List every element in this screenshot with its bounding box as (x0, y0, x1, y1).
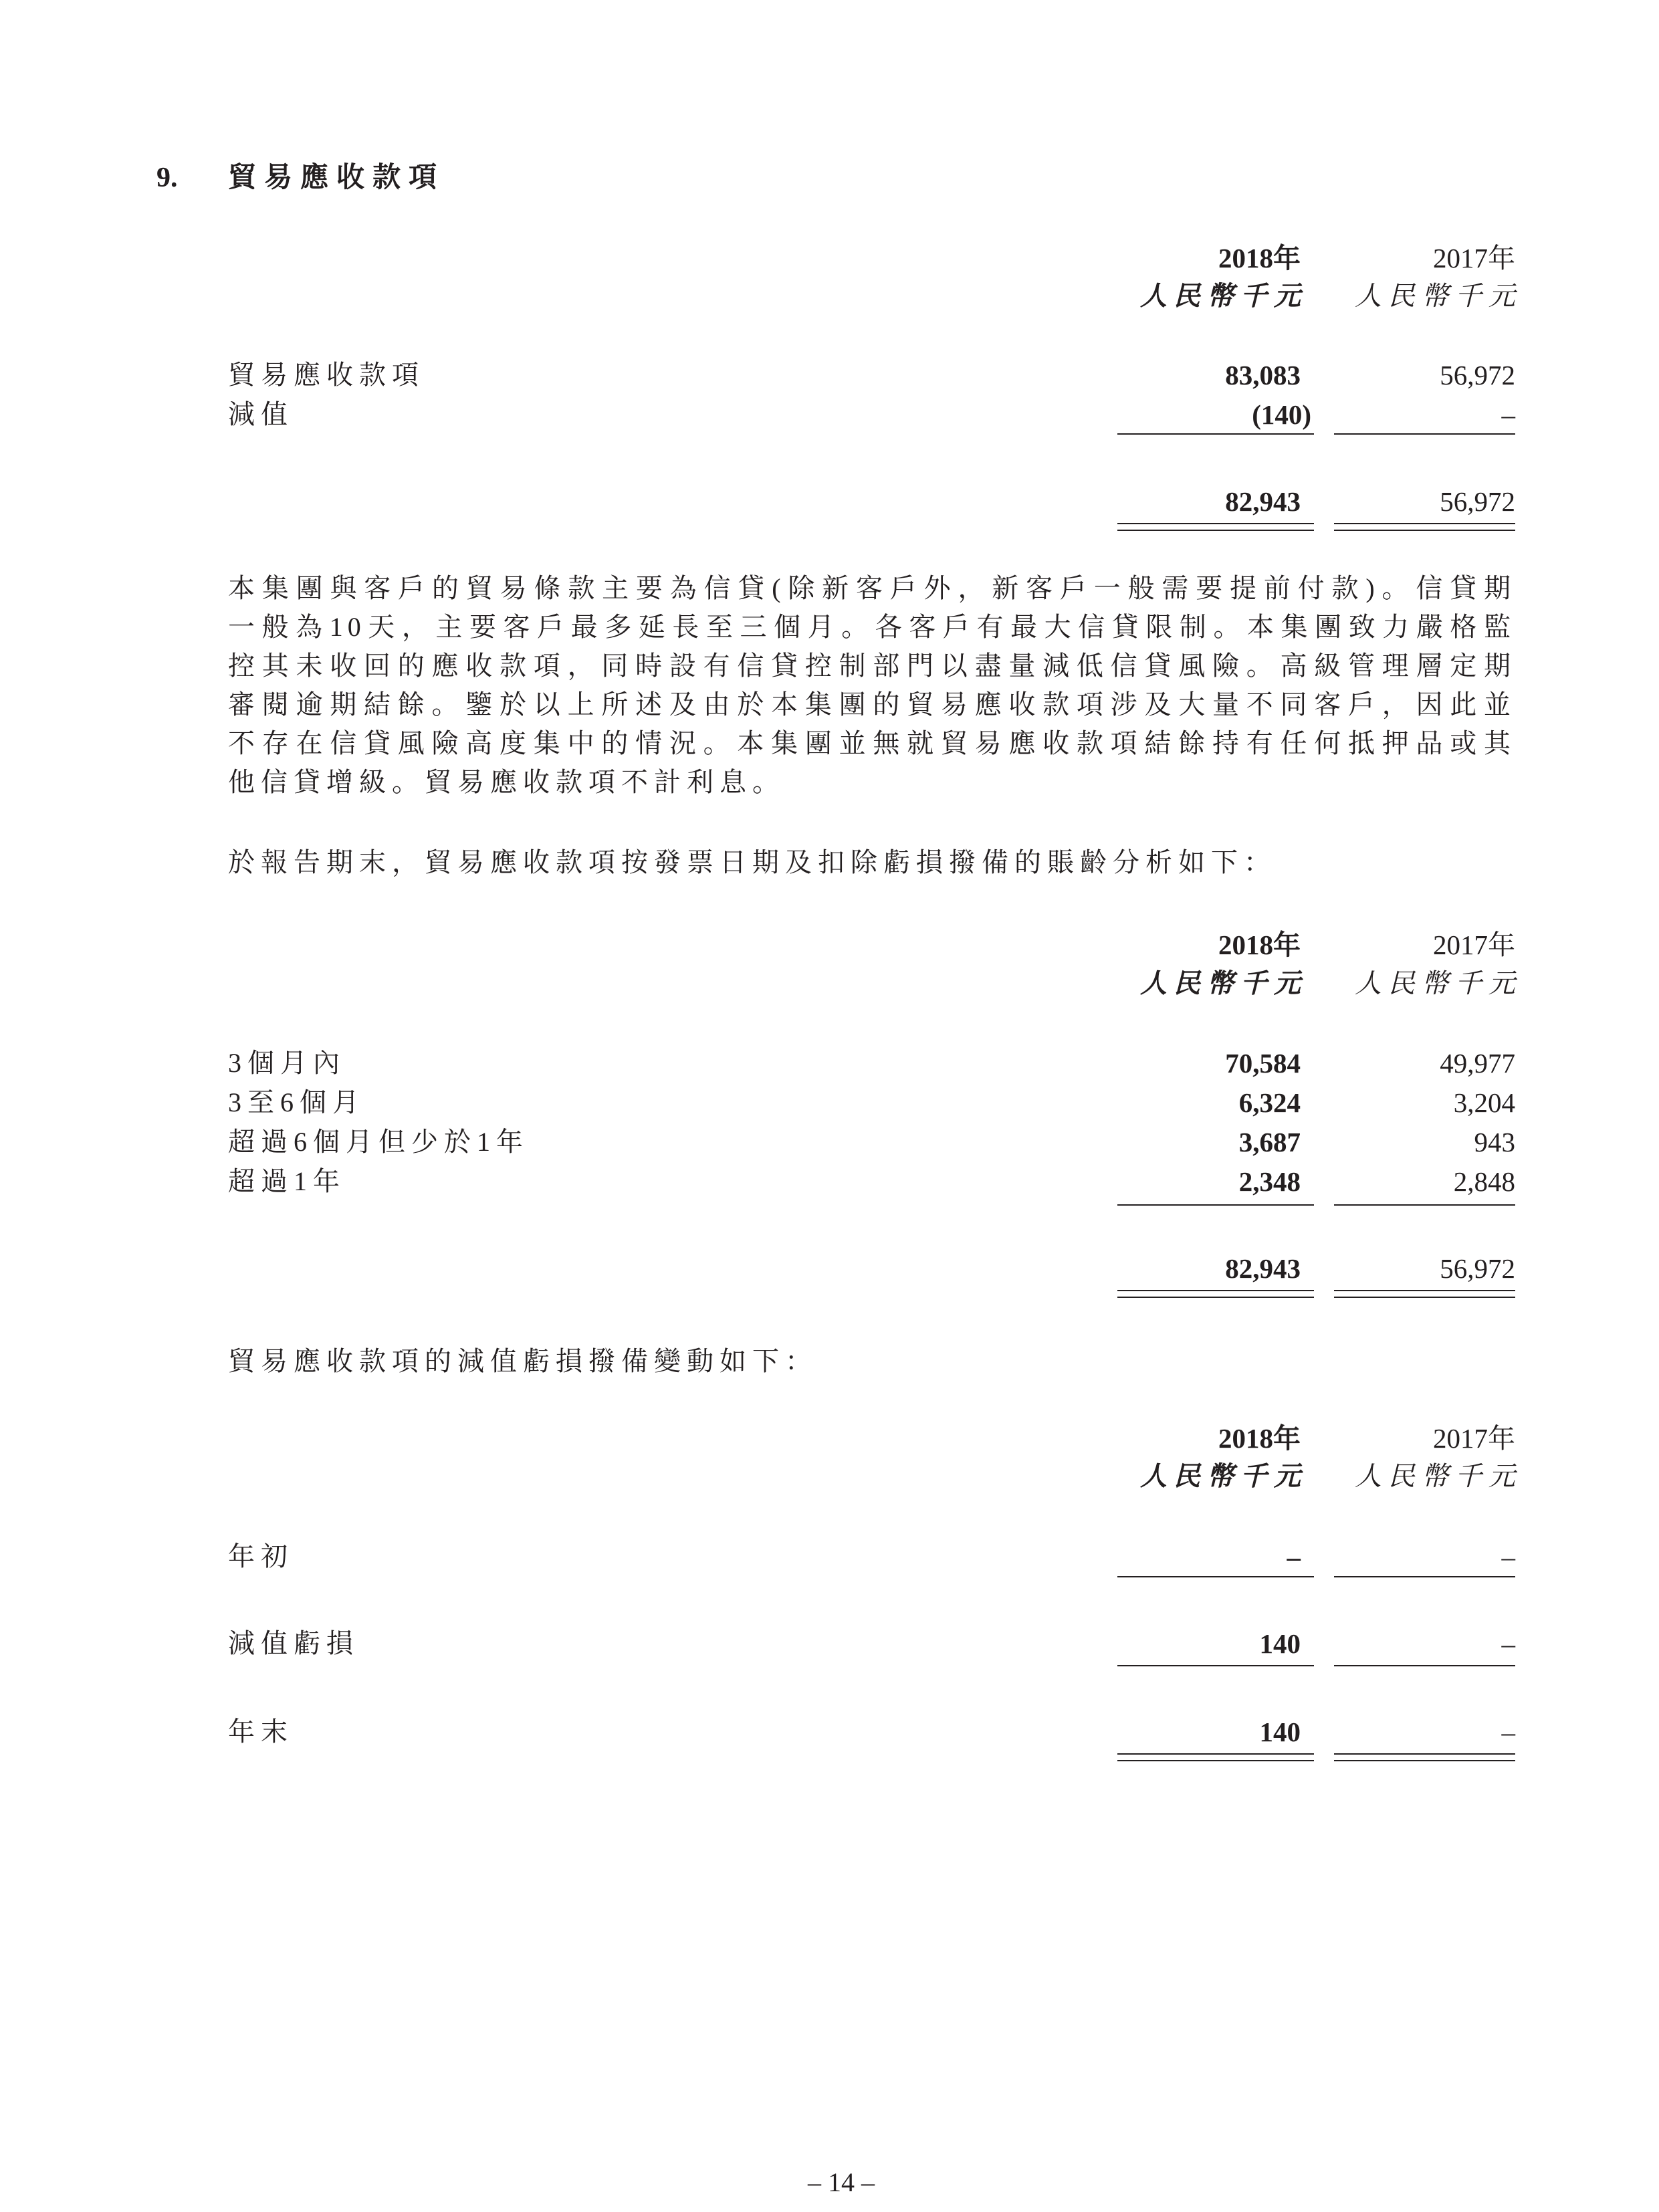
column-header-2017: 2017年 (1433, 243, 1515, 273)
value-2017: 943 (1474, 1127, 1515, 1157)
value-2017: 49,977 (1440, 1048, 1515, 1079)
double-rule (1117, 1760, 1314, 1761)
value-2018: 83,083 (1225, 360, 1301, 391)
total-2018: 82,943 (1225, 1253, 1301, 1284)
value-2018: 70,584 (1225, 1048, 1301, 1079)
paragraph-line: 不存在信貸風險高度集中的情況。本集團並無就貿易應收款項結餘持有任何抵押品或其 (228, 728, 1515, 758)
double-rule (1334, 1753, 1515, 1755)
value-2018: – (1287, 1541, 1301, 1572)
value-2017: 2,848 (1453, 1166, 1515, 1197)
row-label: 減值 (228, 399, 294, 429)
aging-intro: 於報告期末，貿易應收款項按發票日期及扣除虧損撥備的賬齡分析如下： (228, 847, 1277, 877)
value-2017: – (1501, 1628, 1515, 1659)
subtotal-rule (1117, 433, 1314, 435)
column-unit-2018: 人民幣千元 (1140, 1461, 1307, 1491)
column-unit-2017: 人民幣千元 (1355, 968, 1522, 998)
double-rule (1117, 523, 1314, 524)
value-2017: – (1501, 399, 1515, 430)
subtotal-rule (1334, 1665, 1515, 1666)
paragraph-line: 審閱逾期結餘。鑒於以上所述及由於本集團的貿易應收款項涉及大量不同客戶，因此並 (228, 689, 1515, 720)
double-rule (1334, 530, 1515, 531)
value-2017: – (1501, 1541, 1515, 1572)
double-rule (1334, 1290, 1515, 1291)
value-2017: 56,972 (1440, 360, 1515, 391)
column-unit-2018: 人民幣千元 (1140, 281, 1307, 311)
section-number: 9. (156, 162, 178, 193)
value-2018: 3,687 (1238, 1127, 1301, 1157)
paragraph-line: 一般為10天，主要客戶最多延長至三個月。各客戶有最大信貸限制。本集團致力嚴格監 (228, 612, 1515, 642)
column-unit-2017: 人民幣千元 (1355, 1461, 1522, 1491)
total-2017: 56,972 (1440, 486, 1515, 517)
column-unit-2018: 人民幣千元 (1140, 968, 1307, 998)
double-rule (1117, 1290, 1314, 1291)
value-2018: (140) (1252, 399, 1311, 430)
row-label: 超過1年 (228, 1166, 346, 1196)
section-title: 貿易應收款項 (228, 162, 445, 193)
row-label: 貿易應收款項 (228, 360, 425, 390)
double-rule (1117, 1753, 1314, 1755)
value-2017: 3,204 (1453, 1087, 1515, 1118)
paragraph-line: 本集團與客戶的貿易條款主要為信貸(除新客戶外，新客戶一般需要提前付款)。信貸期 (228, 573, 1515, 603)
double-rule (1334, 1297, 1515, 1298)
subtotal-rule (1334, 433, 1515, 435)
column-header-2018: 2018年 (1218, 243, 1301, 273)
row-label: 3至6個月 (228, 1087, 365, 1117)
row-label: 年初 (228, 1541, 294, 1571)
value-2018: 6,324 (1238, 1087, 1301, 1118)
column-unit-2017: 人民幣千元 (1355, 281, 1522, 311)
subtotal-rule (1117, 1665, 1314, 1666)
value-2018: 140 (1259, 1628, 1301, 1659)
double-rule (1117, 530, 1314, 531)
page-number: – 14 – (808, 2167, 875, 2197)
subtotal-rule (1334, 1576, 1515, 1577)
double-rule (1117, 1297, 1314, 1298)
paragraph-line: 控其未收回的應收款項，同時設有信貸控制部門以盡量減低信貸風險。高級管理層定期 (228, 651, 1515, 681)
subtotal-rule (1117, 1204, 1314, 1206)
impairment-intro: 貿易應收款項的減值虧損撥備變動如下： (228, 1346, 818, 1376)
row-label: 年末 (228, 1717, 294, 1747)
row-label: 3個月內 (228, 1048, 346, 1078)
total-2017: 56,972 (1440, 1253, 1515, 1284)
value-2018: 2,348 (1238, 1166, 1301, 1197)
row-label: 減值虧損 (228, 1628, 359, 1658)
value-2018: 140 (1259, 1717, 1301, 1747)
subtotal-rule (1334, 1204, 1515, 1206)
paragraph-line: 他信貸增級。貿易應收款項不計利息。 (228, 767, 785, 797)
row-label: 超過6個月但少於1年 (228, 1127, 529, 1157)
double-rule (1334, 523, 1515, 524)
double-rule (1334, 1760, 1515, 1761)
column-header-2018: 2018年 (1218, 1423, 1301, 1454)
column-header-2018: 2018年 (1218, 929, 1301, 960)
column-header-2017: 2017年 (1433, 929, 1515, 960)
value-2017: – (1501, 1717, 1515, 1747)
subtotal-rule (1117, 1576, 1314, 1577)
total-2018: 82,943 (1225, 486, 1301, 517)
column-header-2017: 2017年 (1433, 1423, 1515, 1454)
